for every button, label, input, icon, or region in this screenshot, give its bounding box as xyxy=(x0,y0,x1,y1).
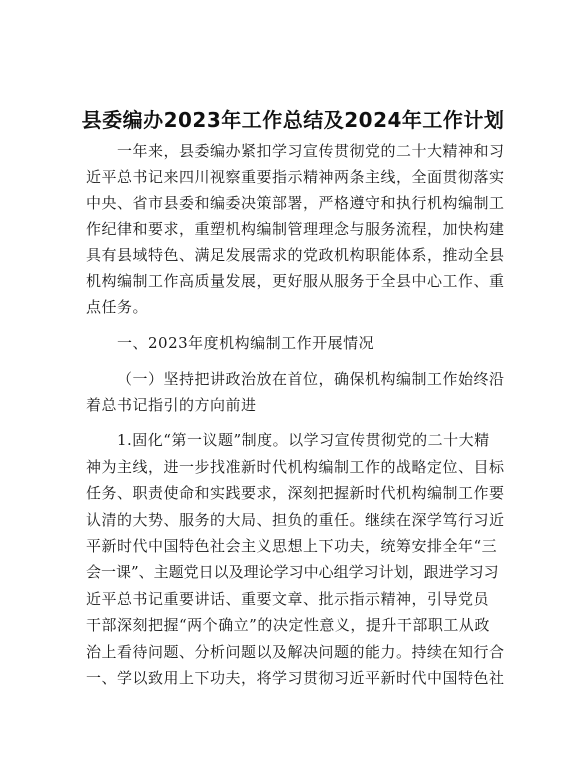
item1-line-2: 神为主线，进一步找准新时代机构编制工作的战略定位、目标 xyxy=(86,458,505,476)
item1-line-3: 任务、职责使命和实践要求，深刻把握新时代机构编制工作要 xyxy=(86,484,505,502)
item1-line-5: 平新时代中国特色社会主义思想上下功夫，统筹安排全年“三 xyxy=(86,537,498,555)
intro-line-3: 中央、省市县委和编委决策部署，严格遵守和执行机构编制工 xyxy=(86,194,505,212)
intro-line-7: 点任务。 xyxy=(86,298,149,316)
document-title: 县委编办2023年工作总结及2024年工作计划 xyxy=(81,108,505,132)
item1-line-6: 会一课”、主题党日以及理论学习中心组学习计划，跟进学习习 xyxy=(86,563,499,581)
intro-line-4: 作纪律和要求，重塑机构编制管理理念与服务流程，加快构建 xyxy=(86,220,505,238)
intro-line-1: 一年来，县委编办紧扣学习宣传贯彻党的二十大精神和习 xyxy=(117,142,505,160)
subsection-heading-line-2: 着总书记指引的方向前进 xyxy=(86,396,257,414)
item1-line-9: 治上看待问题、分析问题以及解决问题的能力。持续在知行合 xyxy=(86,643,505,661)
section-heading-1: 一、2023年度机构编制工作开展情况 xyxy=(117,334,375,352)
intro-line-6: 机构编制工作高质量发展，更好服从服务于全县中心工作、重 xyxy=(86,272,505,290)
intro-line-2: 近平总书记来四川视察重要指示精神两条主线，全面贯彻落实 xyxy=(86,168,505,186)
intro-line-5: 具有县域特色、满足发展需求的党政机构职能体系，推动全县 xyxy=(86,246,505,264)
item1-line-1: 1.固化“第一议题”制度。以学习宣传贯彻党的二十大精 xyxy=(117,431,490,449)
subsection-heading-line-1: （一）坚持把讲政治放在首位，确保机构编制工作始终沿 xyxy=(117,370,505,388)
item1-line-8: 干部深刻把握“两个确立”的决定性意义，提升干部职工从政 xyxy=(86,616,490,634)
item1-line-4: 认清的大势、服务的大局、担负的重任。继续在深学笃行习近 xyxy=(86,511,505,529)
item1-line-7: 近平总书记重要讲话、重要文章、批示指示精神，引导党员 xyxy=(86,590,490,608)
item1-line-10: 一、学以致用上下功夫，将学习贯彻习近平新时代中国特色社 xyxy=(86,669,505,687)
